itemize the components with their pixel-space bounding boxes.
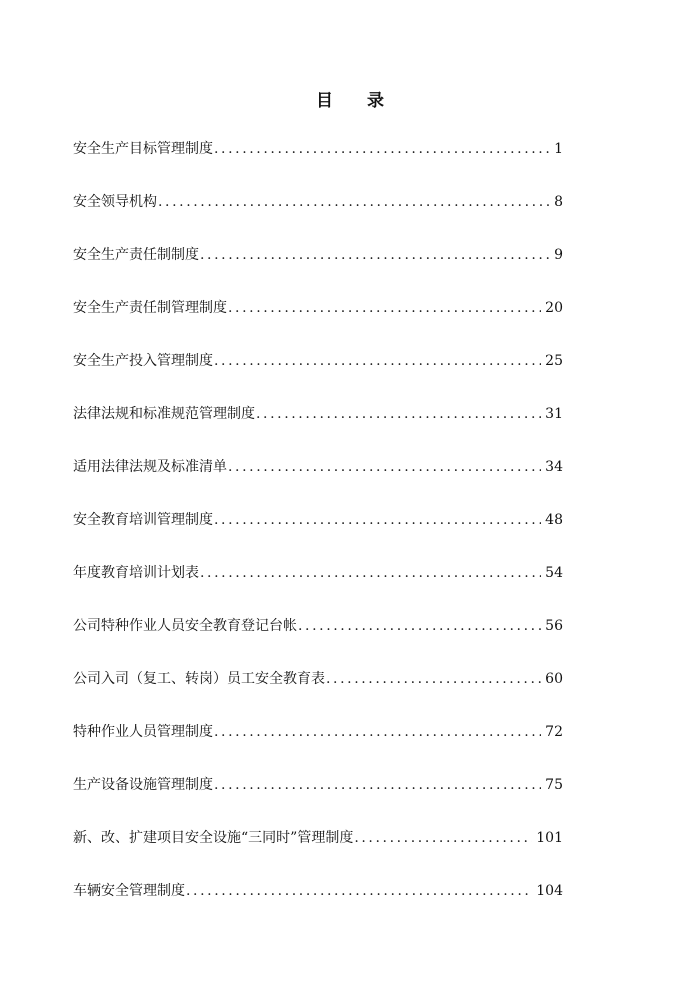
toc-entry-label: 特种作业人员管理制度 <box>73 724 213 740</box>
toc-entry-label: 安全生产责任制管理制度 <box>73 300 227 316</box>
toc-entry[interactable] <box>73 560 563 613</box>
dot-leader <box>256 401 541 427</box>
toc-entry-label: 安全教育培训管理制度 <box>73 512 213 528</box>
toc-entry-page: 48 <box>545 512 563 528</box>
toc-entry[interactable] <box>73 666 563 719</box>
toc-entry[interactable] <box>73 348 563 401</box>
dot-leader <box>354 825 532 851</box>
toc-list <box>73 136 563 931</box>
toc-entry[interactable] <box>73 136 563 189</box>
toc-entry-page: 25 <box>545 353 563 369</box>
dot-leader <box>214 348 541 374</box>
toc-entry[interactable] <box>73 507 563 560</box>
dot-leader <box>200 560 541 586</box>
toc-entry-page: 54 <box>545 565 563 581</box>
dot-leader <box>158 189 550 215</box>
dot-leader <box>228 454 541 480</box>
toc-entry-page: 1 <box>554 141 563 157</box>
toc-entry-label: 生产设备设施管理制度 <box>73 777 213 793</box>
toc-entry[interactable] <box>73 189 563 242</box>
toc-entry-page: 34 <box>545 459 563 475</box>
dot-leader <box>326 666 541 692</box>
dot-leader <box>214 507 541 533</box>
toc-entry-page: 104 <box>536 883 563 899</box>
toc-entry-label: 适用法律法规及标准清单 <box>73 459 227 475</box>
toc-entry-label: 新、改、扩建项目安全设施“三同时”管理制度 <box>73 830 354 846</box>
toc-entry-page: 56 <box>545 618 563 634</box>
toc-entry-label: 安全领导机构 <box>73 194 157 210</box>
dot-leader <box>200 242 550 268</box>
toc-entry-page: 20 <box>545 300 563 316</box>
toc-entry[interactable] <box>73 772 563 825</box>
toc-entry-page: 9 <box>554 247 563 263</box>
toc-entry[interactable] <box>73 454 563 507</box>
toc-entry-page: 72 <box>545 724 563 740</box>
toc-title: 目 录 <box>316 91 398 111</box>
toc-entry-page: 75 <box>545 777 563 793</box>
toc-entry-page: 31 <box>545 406 563 422</box>
dot-leader <box>214 772 541 798</box>
dot-leader <box>298 613 541 639</box>
dot-leader <box>228 295 541 321</box>
toc-entry-label: 安全生产责任制制度 <box>73 247 199 263</box>
toc-entry-label: 安全生产投入管理制度 <box>73 353 213 369</box>
toc-entry-label: 安全生产目标管理制度 <box>73 141 213 157</box>
dot-leader <box>186 878 532 904</box>
toc-entry[interactable] <box>73 825 563 878</box>
toc-entry-label: 车辆安全管理制度 <box>73 883 185 899</box>
toc-entry[interactable] <box>73 613 563 666</box>
dot-leader <box>214 136 550 162</box>
toc-entry[interactable] <box>73 719 563 772</box>
toc-entry[interactable] <box>73 878 563 931</box>
toc-entry-label: 公司特种作业人员安全教育登记台帐 <box>73 618 297 634</box>
toc-entry-page: 60 <box>545 671 563 687</box>
toc-entry[interactable] <box>73 295 563 348</box>
toc-entry-label: 法律法规和标准规范管理制度 <box>73 406 255 422</box>
toc-entry-label: 年度教育培训计划表 <box>73 565 199 581</box>
toc-entry-page: 8 <box>554 194 563 210</box>
toc-entry-page: 101 <box>536 830 563 846</box>
dot-leader <box>214 719 541 745</box>
toc-entry[interactable] <box>73 401 563 454</box>
toc-entry[interactable] <box>73 242 563 295</box>
toc-entry-label: 公司入司（复工、转岗）员工安全教育表 <box>73 671 325 687</box>
